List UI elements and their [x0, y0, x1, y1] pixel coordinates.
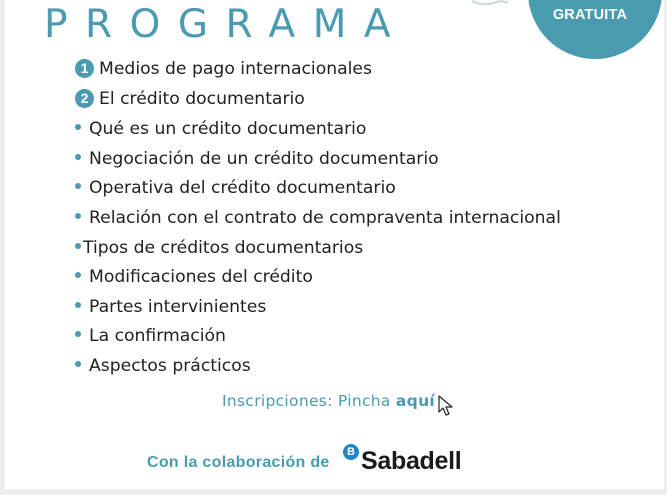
- number-two-icon: 2: [75, 89, 94, 108]
- list-item: [75, 207, 561, 229]
- list-item-label: La confirmación: [89, 326, 226, 346]
- list-item: [75, 296, 266, 318]
- numbered-item-label: Medios de pago internacionales: [99, 59, 372, 79]
- list-item-label: Tipos de créditos documentarios: [83, 238, 364, 258]
- bullet-icon: [75, 331, 81, 337]
- leaf-decoration-icon: [470, 0, 510, 8]
- left-border: [0, 0, 5, 495]
- list-item-label: Partes intervinientes: [89, 297, 267, 317]
- bullet-icon: [75, 302, 81, 308]
- bullet-icon: [75, 243, 81, 249]
- list-item: [75, 118, 366, 140]
- list-item: [75, 355, 251, 377]
- bullet-icon: [75, 213, 81, 219]
- number-one-icon: 1: [75, 59, 94, 78]
- signup-link[interactable]: aquí: [395, 392, 436, 410]
- bullet-icon: [75, 124, 81, 130]
- signup-line: [222, 392, 435, 410]
- list-item-label: Relación con el contrato de compraventa internacional: [89, 208, 561, 228]
- list-item-label: Negociación de un crédito documentario: [89, 149, 439, 169]
- list-item-label: Modificaciones del crédito: [89, 267, 313, 287]
- list-item: [75, 266, 313, 288]
- bullet-icon: [75, 272, 81, 278]
- numbered-item-label: El crédito documentario: [99, 89, 305, 109]
- program-title: PROGRAMA: [44, 2, 409, 47]
- numbered-item: [75, 88, 305, 110]
- numbered-item: [75, 58, 372, 80]
- signup-text: Inscripciones: Pincha: [222, 392, 391, 410]
- list-item: [75, 325, 226, 347]
- free-badge-label: GRATUITA: [552, 7, 628, 23]
- collaboration-text: Con la colaboración de: [147, 454, 330, 471]
- sabadell-logo-text: Sabadell: [361, 447, 462, 475]
- list-item: [75, 177, 396, 199]
- bullet-icon: [75, 183, 81, 189]
- list-item: [75, 237, 363, 259]
- pointer-cursor-icon: [438, 395, 454, 417]
- bullet-icon: [75, 154, 81, 160]
- sabadell-logo-icon: B: [343, 444, 359, 460]
- bullet-icon: [75, 361, 81, 367]
- list-item-label: Qué es un crédito documentario: [89, 119, 367, 139]
- list-item: [75, 148, 439, 170]
- bottom-border: [0, 489, 667, 495]
- list-item-label: Aspectos prácticos: [89, 356, 251, 376]
- list-item-label: Operativa del crédito documentario: [89, 178, 396, 198]
